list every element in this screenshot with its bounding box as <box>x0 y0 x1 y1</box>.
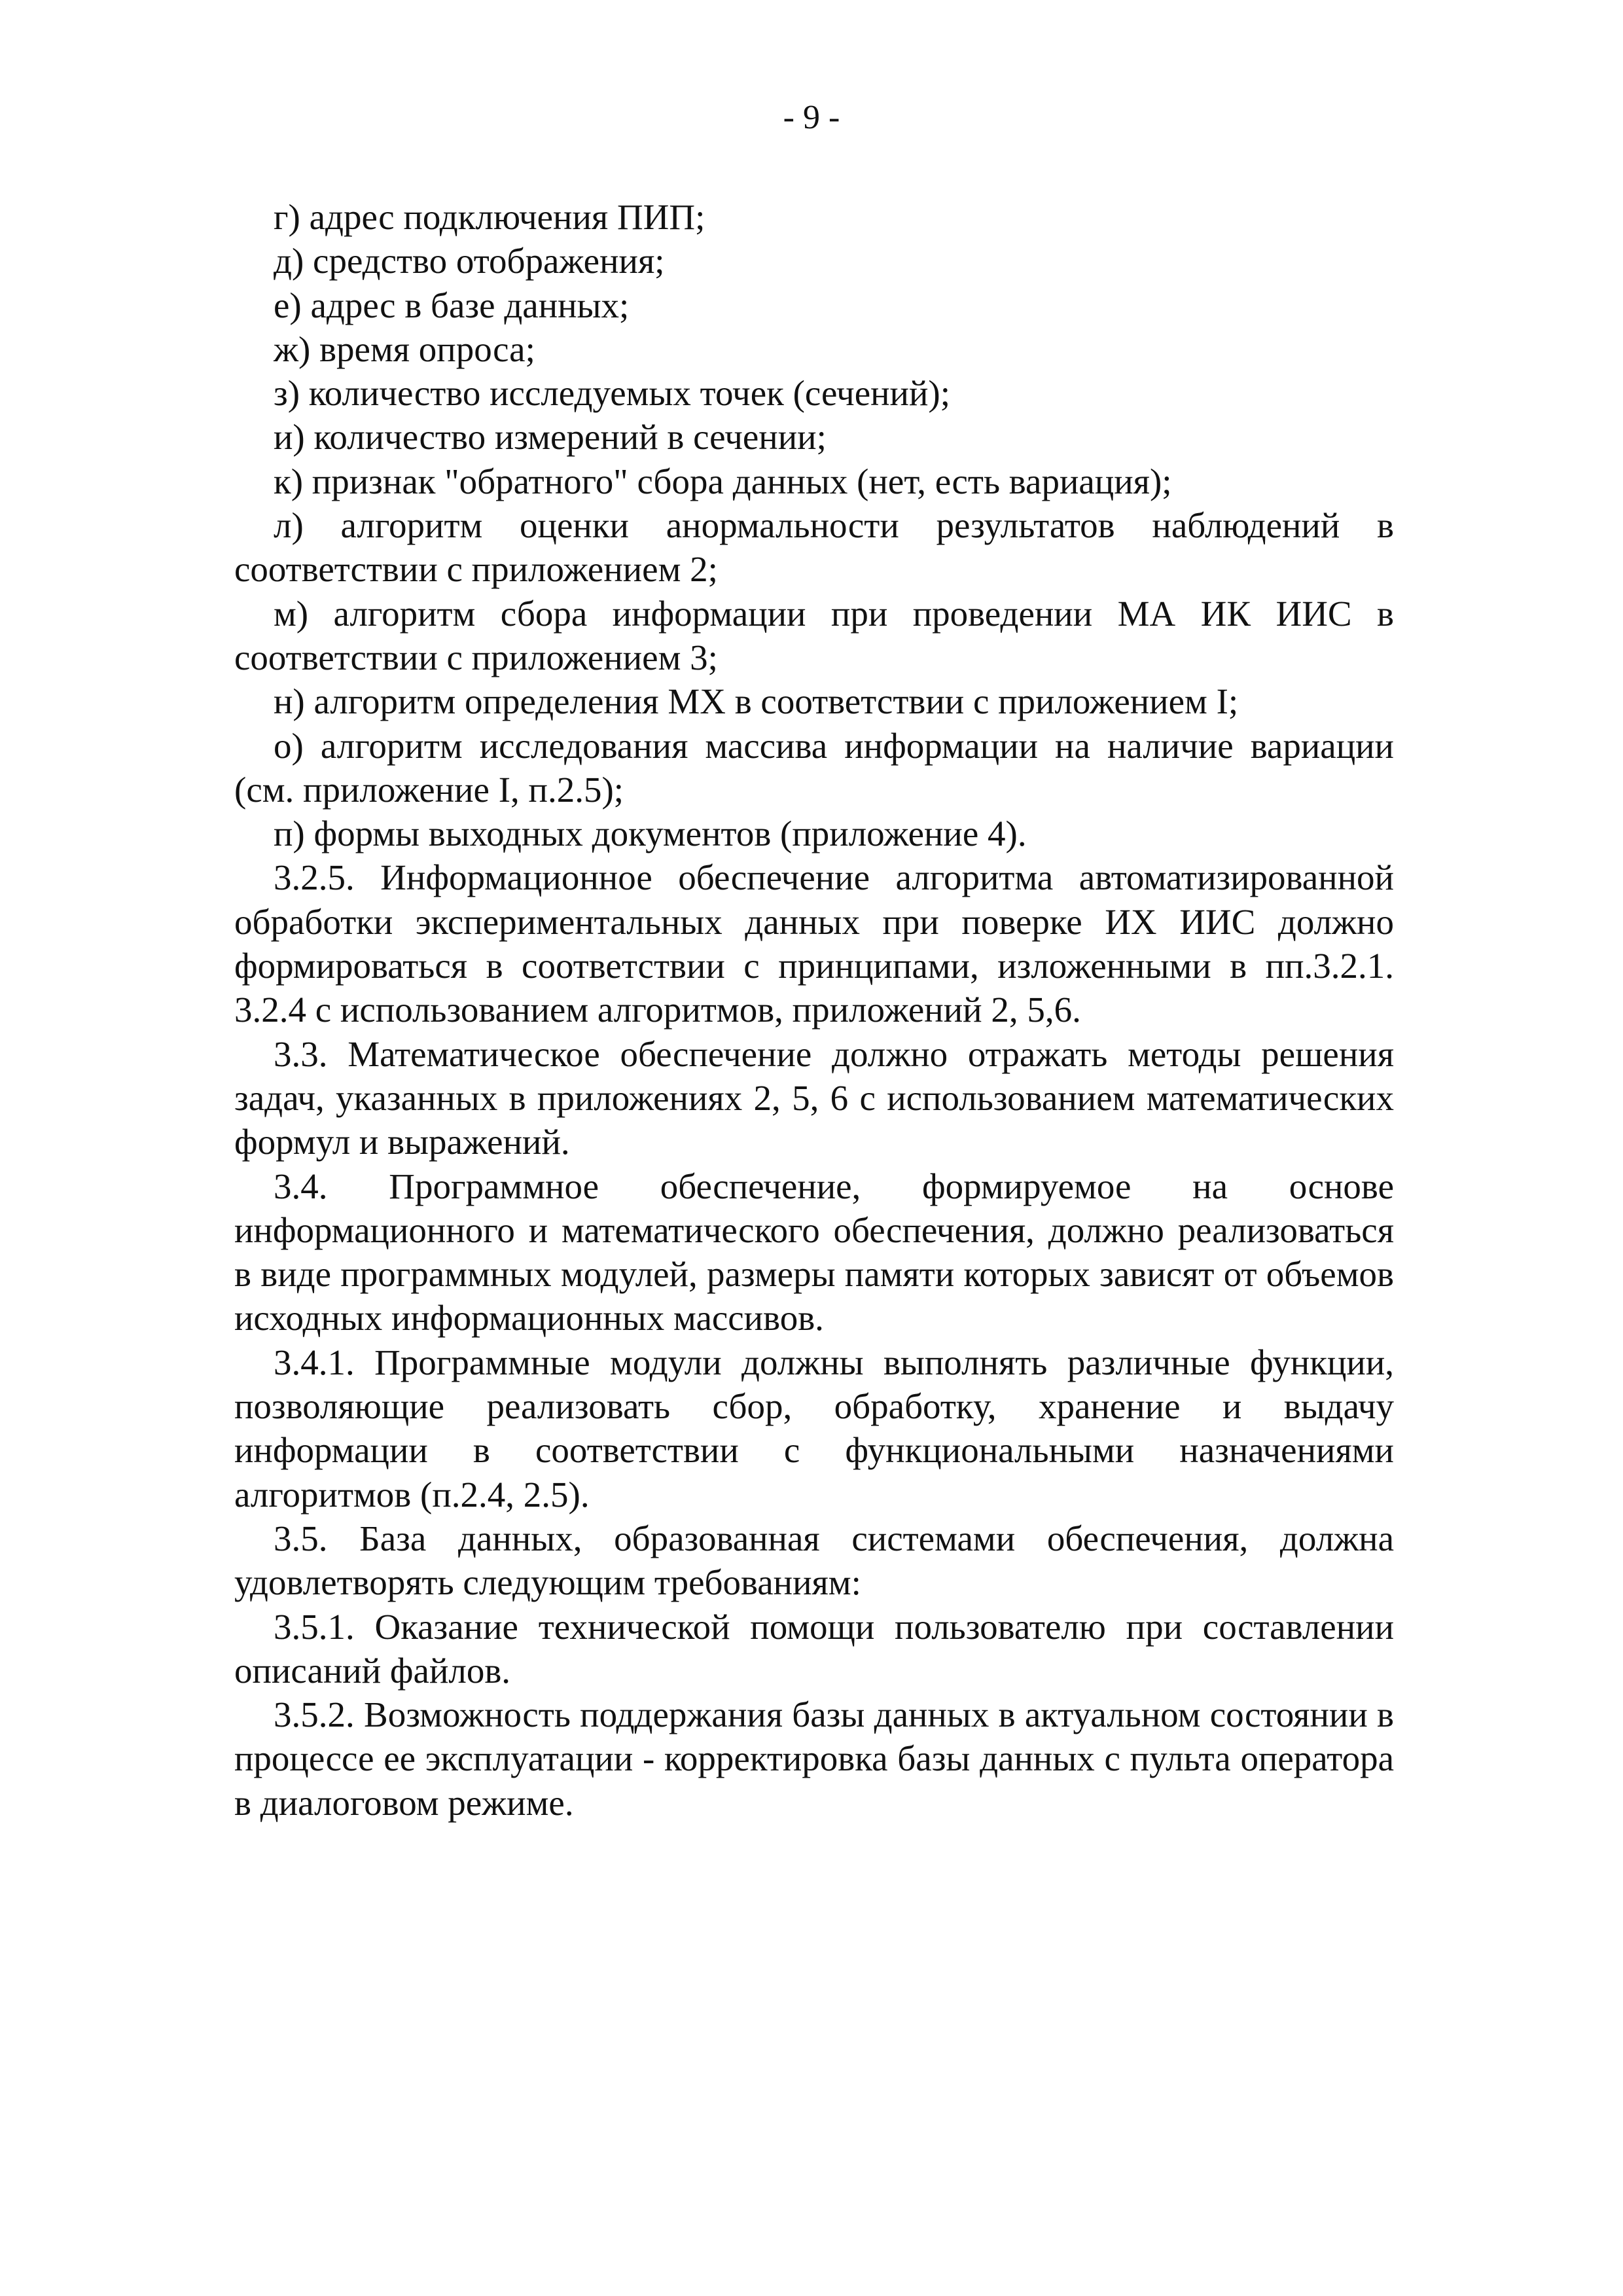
section-3-5: 3.5. База данных, образованная системами обеспечения, должна удовлетворять следующим требованиям: <box>234 1518 1394 1603</box>
section-3-3: 3.3. Математическое обеспечение должно отражать методы решения задач, указанных в приложениях 2, 5, 6 с использованием математических формул и выражений. <box>234 1033 1394 1162</box>
section-3-5-2: 3.5.2. Возможность поддержания базы данных в актуальном состоянии в процессе ее эксплуатации - корректировка базы данных с пульта оператора в диалоговом режиме. <box>234 1695 1394 1823</box>
list-item-z-points-count: з) количество исследуемых точек (сечений); <box>274 373 951 414</box>
list-item-zh-poll-time: ж) время опроса; <box>274 329 535 369</box>
page-number: - 9 - <box>783 99 840 136</box>
list-item-i-measurements-count: и) количество измерений в сечении; <box>274 417 827 457</box>
list-item-d-display-means: д) средство отображения; <box>274 241 665 281</box>
section-3-2-5: 3.2.5. Информационное обеспечение алгоритма автоматизированной обработки экспериментальных данных при поверке ИХ ИИС должно формироваться в соответствии с принципами, изложенными в пп.3.2.1. 3.2.4 с использованием алгоритмов, приложений 2, 5,6. <box>234 857 1394 1030</box>
list-item-l-anomaly-algorithm: л) алгоритм оценки анормальности результатов наблюдений в соответствии с приложением 2; <box>234 505 1394 590</box>
list-item-n-mx-algorithm: н) алгоритм определения МХ в соответствии с приложением I; <box>274 681 1239 722</box>
list-item-m-collection-algorithm: м) алгоритм сбора информации при проведении МА ИК ИИС в соответствии с приложением 3; <box>234 593 1394 677</box>
list-item-e-database-address: е) адрес в базе данных; <box>274 285 630 325</box>
section-3-4-1: 3.4.1. Программные модули должны выполнять различные функции, позволяющие реализовать сбор, обработку, хранение и выдачу информации в соответствии с функциональными назначениями алгоритмов (п.2.4, 2.5). <box>234 1342 1394 1515</box>
list-item-o-variation-algorithm: о) алгоритм исследования массива информации на наличие вариации (см. приложение I, п.2.5); <box>234 725 1394 810</box>
list-item-g-pip-address: г) адрес подключения ПИП; <box>274 197 705 237</box>
list-item-k-reverse-collection: к) признак "обратного" сбора данных (нет, есть вариация); <box>274 461 1172 501</box>
section-3-5-1: 3.5.1. Оказание технической помощи пользователю при составлении описаний файлов. <box>234 1606 1394 1691</box>
list-item-p-output-forms: п) формы выходных документов (приложение 4). <box>274 814 1027 854</box>
section-3-4: 3.4. Программное обеспечение, формируемое на основе информационного и математического обеспечения, должно реализоваться в виде программных модулей, размеры памяти которых зависят от объемов исходных информационных массивов. <box>234 1166 1394 1338</box>
document-body <box>234 195 1394 1825</box>
